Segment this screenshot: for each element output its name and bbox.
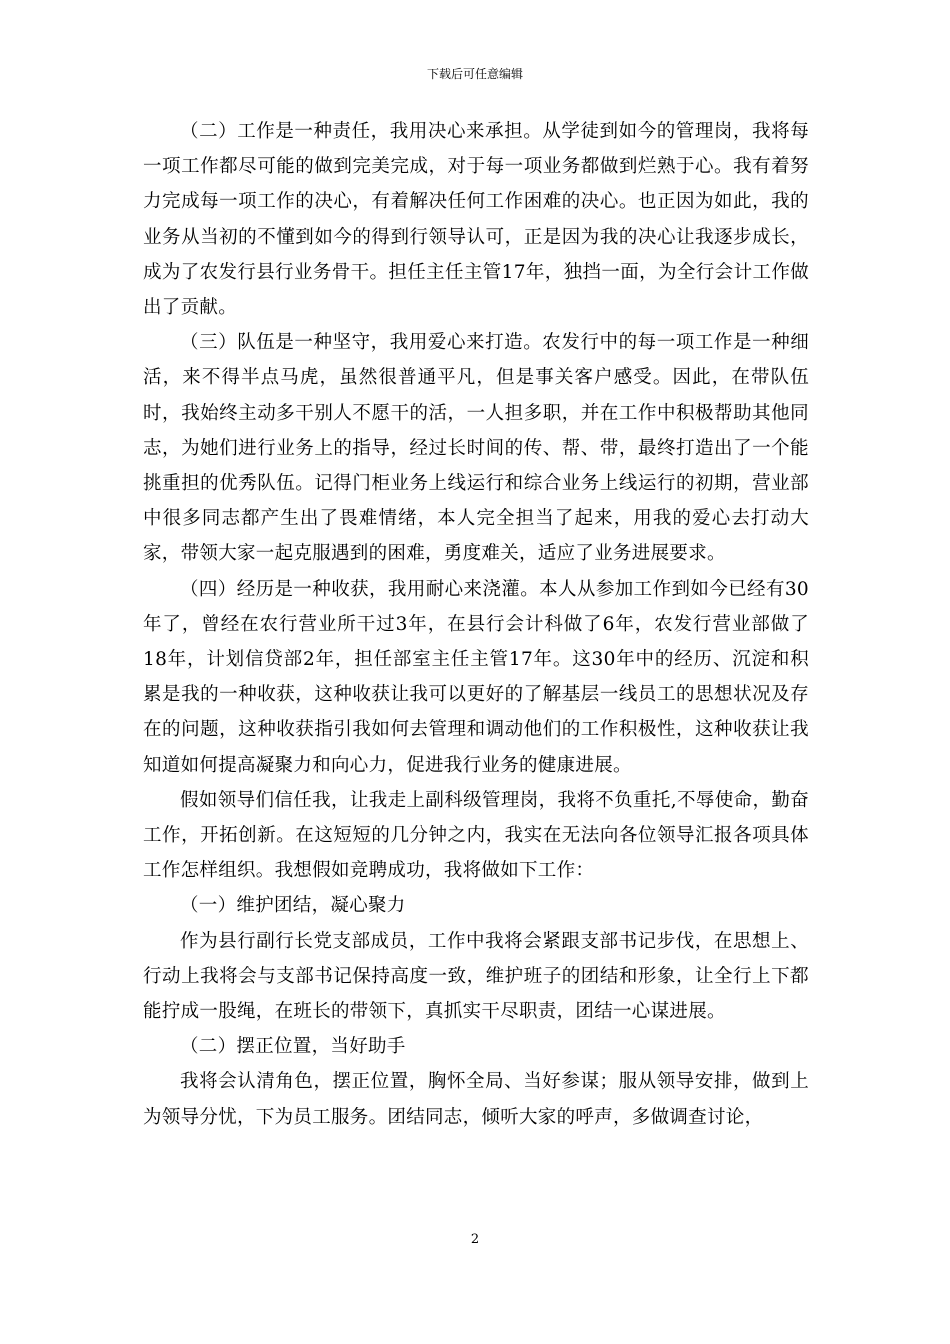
body-text xyxy=(143,114,809,1135)
section-heading: （一）维护团结，凝心聚力 xyxy=(180,895,406,917)
paragraph: （二）工作是一种责任，我用决心来承担。从学徒到如今的管理岗，我将每一项工作都尽可能的做到完美完成，对于每一项业务都做到烂熟于心。我有着努力完成每一项工作的决心，有着解决任何工作困难的决心。也正因为如此，我的业务从当初的不懂到如今的得到行领导认可，正是因为我的决心让我逐步成长，成为了农发行县行业务骨干。担任主任主管17年，独挡一面，为全行会计工作做出了贡献。 xyxy=(143,121,809,319)
paragraph: （四）经历是一种收获，我用耐心来浇灌。本人从参加工作到如今已经有30年了，曾经在农行营业所干过3年，在县行会计科做了6年，农发行营业部做了18年，计划信贷部2年，担任部室主任主管17年。这30年中的经历、沉淀和积累是我的一种收获，这种收获让我可以更好的了解基层一线员工的思想状况及存在的问题，这种收获指引我如何去管理和调动他们的工作积极性，这种收获让我知道如何提高凝聚力和向心力，促进我行业务的健康进展。 xyxy=(143,578,809,776)
paragraph: 假如领导们信任我，让我走上副科级管理岗，我将不负重托,不辱使命，勤奋工作，开拓创新。在这短短的几分钟之内，我实在无法向各位领导汇报各项具体工作怎样组织。我想假如竞聘成功，我将做如下工作： xyxy=(143,789,809,882)
paragraph: （三）队伍是一种坚守，我用爱心来打造。农发行中的每一项工作是一种细活，来不得半点马虎，虽然很普通平凡，但是事关客户感受。因此，在带队伍时，我始终主动多干别人不愿干的活，一人担多职，并在工作中积极帮助其他同志，为她们进行业务上的指导，经过长时间的传、帮、带，最终打造出了一个能挑重担的优秀队伍。记得门柜业务上线运行和综合业务上线运行的初期，营业部中很多同志都产生出了畏难情绪，本人完全担当了起来，用我的爱心去打动大家，带领大家一起克服遇到的困难，勇度难关，适应了业务进展要求。 xyxy=(143,332,809,565)
page-number: 2 xyxy=(470,1232,480,1247)
paragraph: 作为县行副行长党支部成员，工作中我将会紧跟支部书记步伐，在思想上、行动上我将会与支部书记保持高度一致，维护班子的团结和形象，让全行上下都能拧成一股绳，在班长的带领下，真抓实干尽职责，团结一心谋进展。 xyxy=(143,930,809,1023)
section-heading: （二）摆正位置，当好助手 xyxy=(180,1036,406,1058)
paragraph: 我将会认清角色，摆正位置，胸怀全局、当好参谋；服从领导安排，做到上为领导分忧，下为员工服务。团结同志，倾听大家的呼声，多做调查讨论， xyxy=(143,1071,809,1128)
page-header: 下载后可任意编辑 xyxy=(426,67,523,81)
